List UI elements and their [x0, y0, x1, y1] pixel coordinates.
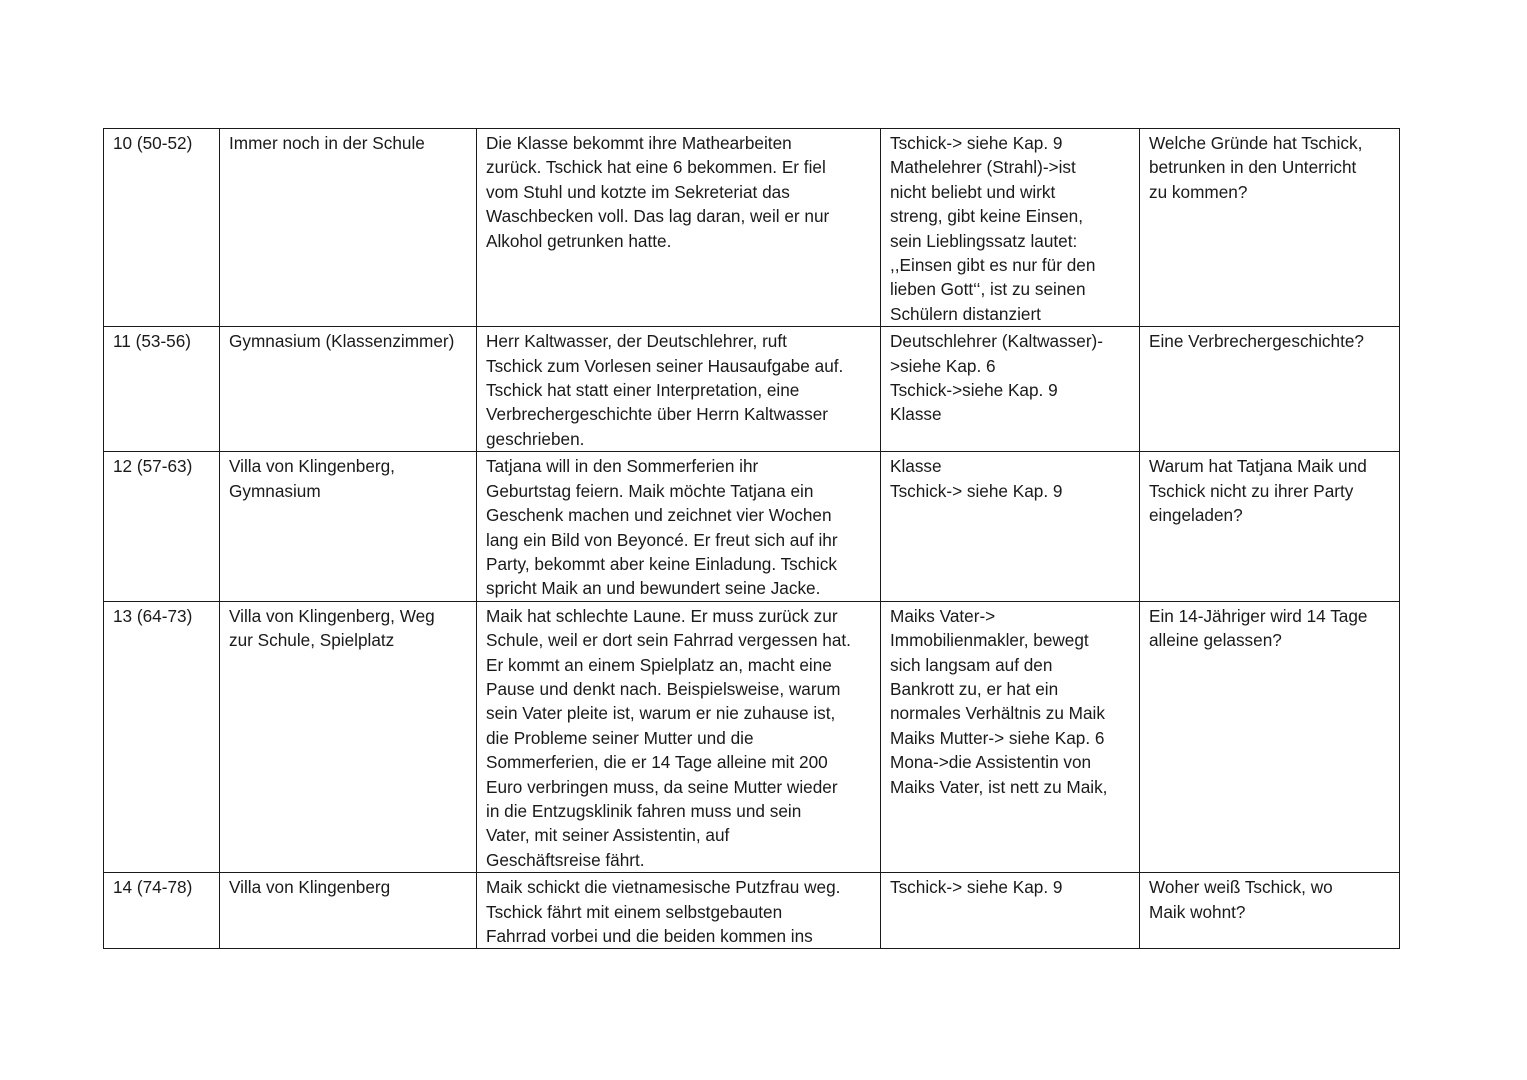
questions-cell: [1140, 452, 1400, 601]
questions-cell: [1140, 327, 1400, 452]
characters-line: Deutschlehrer (Kaltwasser)-: [890, 331, 1103, 352]
content-line: spricht Maik an und bewundert seine Jacke.: [486, 578, 821, 599]
setting-line: Villa von Klingenberg,: [229, 456, 395, 477]
chapter-number: 13 (64-73): [113, 605, 193, 626]
characters-line: Tschick-> siehe Kap. 9: [890, 133, 1063, 153]
content-cell: [477, 327, 881, 452]
chapter-cell: [104, 873, 220, 949]
content-line: Maik hat schlechte Laune. Er muss zurück zur: [486, 605, 838, 626]
characters-line: ,,Einsen gibt es nur für den: [890, 255, 1096, 276]
content-cell: [477, 601, 881, 872]
questions-line: Warum hat Tatjana Maik und: [1149, 456, 1367, 477]
chapter-cell: [104, 452, 220, 601]
questions-line: Woher weiß Tschick, wo: [1149, 877, 1333, 898]
characters-line: streng, gibt keine Einsen,: [890, 206, 1083, 227]
table-row: [104, 327, 1400, 452]
content-cell: [477, 129, 881, 327]
characters-line: Immobilienmakler, bewegt: [890, 630, 1089, 651]
characters-line: Schülern distanziert: [890, 303, 1041, 324]
characters-cell: [881, 601, 1140, 872]
table-row: [104, 129, 1400, 327]
content-line: Tschick hat statt einer Interpretation, eine: [486, 380, 800, 401]
characters-line: lieben Gott‘‘, ist zu seinen: [890, 279, 1086, 300]
content-line: Euro verbringen muss, da seine Mutter wieder: [486, 776, 838, 797]
setting-line: Gymnasium: [229, 480, 321, 501]
characters-line: Klasse: [890, 404, 942, 425]
questions-cell: [1140, 129, 1400, 327]
content-line: Die Klasse bekommt ihre Mathearbeiten: [486, 133, 792, 153]
chapter-cell: [104, 327, 220, 452]
setting-cell: [220, 327, 477, 452]
content-line: Maik schickt die vietnamesische Putzfrau weg.: [486, 877, 841, 898]
content-line: Schule, weil er dort sein Fahrrad vergessen hat.: [486, 630, 851, 651]
questions-line: Ein 14-Jähriger wird 14 Tage: [1149, 605, 1368, 626]
content-line: Vater, mit seiner Assistentin, auf: [486, 825, 730, 846]
characters-cell: [881, 873, 1140, 949]
questions-line: zu kommen?: [1149, 181, 1248, 202]
chapter-number: 14 (74-78): [113, 877, 193, 898]
content-line: zurück. Tschick hat eine 6 bekommen. Er fiel: [486, 157, 826, 178]
setting-cell: [220, 601, 477, 872]
characters-line: Mathelehrer (Strahl)->ist: [890, 157, 1076, 178]
content-line: Geschäftsreise fährt.: [486, 849, 645, 870]
questions-cell: [1140, 873, 1400, 949]
questions-cell: [1140, 601, 1400, 872]
setting-cell: [220, 452, 477, 601]
setting-line: Villa von Klingenberg, Weg: [229, 605, 435, 626]
questions-line: Welche Gründe hat Tschick,: [1149, 133, 1363, 153]
content-line: Waschbecken voll. Das lag daran, weil er nur: [486, 206, 830, 227]
characters-cell: [881, 327, 1140, 452]
content-line: Sommerferien, die er 14 Tage alleine mit 200: [486, 752, 828, 773]
questions-line: betrunken in den Unterricht: [1149, 157, 1357, 178]
content-line: Tatjana will in den Sommerferien ihr: [486, 456, 759, 477]
content-line: Pause und denkt nach. Beispielsweise, warum: [486, 678, 841, 699]
characters-cell: [881, 452, 1140, 601]
setting-line: Gymnasium (Klassenzimmer): [229, 331, 455, 352]
table-row: [104, 452, 1400, 601]
questions-line: Maik wohnt?: [1149, 901, 1246, 922]
content-line: Geschenk machen und zeichnet vier Wochen: [486, 505, 832, 526]
questions-line: Eine Verbrechergeschichte?: [1149, 331, 1364, 352]
content-line: Tschick fährt mit einem selbstgebauten: [486, 901, 783, 922]
setting-line: zur Schule, Spielplatz: [229, 630, 395, 651]
characters-line: Tschick-> siehe Kap. 9: [890, 480, 1063, 501]
characters-line: Tschick->siehe Kap. 9: [890, 380, 1058, 401]
setting-cell: [220, 873, 477, 949]
content-line: vom Stuhl und kotzte im Sekreteriat das: [486, 181, 790, 202]
setting-line: Immer noch in der Schule: [229, 133, 425, 153]
content-line: Party, bekommt aber keine Einladung. Tschick: [486, 553, 837, 574]
chapter-cell: [104, 129, 220, 327]
content-cell: [477, 452, 881, 601]
content-cell: [477, 873, 881, 949]
content-line: Herr Kaltwasser, der Deutschlehrer, ruft: [486, 331, 787, 352]
content-line: die Probleme seiner Mutter und die: [486, 727, 754, 748]
content-line: in die Entzugsklinik fahren muss und sein: [486, 800, 802, 821]
questions-line: alleine gelassen?: [1149, 630, 1282, 651]
characters-line: nicht beliebt und wirkt: [890, 181, 1056, 202]
content-line: Verbrechergeschichte über Herrn Kaltwasser: [486, 404, 829, 425]
characters-line: Tschick-> siehe Kap. 9: [890, 877, 1063, 898]
characters-line: >siehe Kap. 6: [890, 355, 996, 376]
content-line: Tschick zum Vorlesen seiner Hausaufgabe auf.: [486, 355, 844, 376]
questions-line: eingeladen?: [1149, 505, 1243, 526]
questions-line: Tschick nicht zu ihrer Party: [1149, 480, 1354, 501]
content-line: Er kommt an einem Spielplatz an, macht eine: [486, 654, 832, 675]
chapter-number: 10 (50-52): [113, 133, 193, 153]
chapter-number: 11 (53-56): [113, 331, 192, 352]
chapter-number: 12 (57-63): [113, 456, 193, 477]
characters-line: Maiks Vater, ist nett zu Maik,: [890, 776, 1108, 797]
setting-cell: [220, 129, 477, 327]
characters-line: normales Verhältnis zu Maik: [890, 703, 1105, 724]
table-row: [104, 601, 1400, 872]
content-line: Geburtstag feiern. Maik möchte Tatjana ein: [486, 480, 814, 501]
content-line: Fahrrad vorbei und die beiden kommen ins: [486, 926, 813, 946]
table-row: [104, 873, 1400, 949]
characters-line: Klasse: [890, 456, 942, 477]
characters-line: Maiks Mutter-> siehe Kap. 6: [890, 727, 1105, 748]
content-line: geschrieben.: [486, 428, 585, 449]
characters-line: sich langsam auf den: [890, 654, 1053, 675]
characters-cell: [881, 129, 1140, 327]
chapter-cell: [104, 601, 220, 872]
chapter-summary-table: [103, 128, 1400, 949]
characters-line: Mona->die Assistentin von: [890, 752, 1092, 773]
characters-line: sein Lieblingssatz lautet:: [890, 230, 1078, 251]
content-line: Alkohol getrunken hatte.: [486, 230, 672, 251]
setting-line: Villa von Klingenberg: [229, 877, 391, 898]
characters-line: Bankrott zu, er hat ein: [890, 678, 1059, 699]
content-line: lang ein Bild von Beyoncé. Er freut sich auf ihr: [486, 529, 838, 550]
content-line: sein Vater pleite ist, warum er nie zuhause ist,: [486, 703, 836, 724]
characters-line: Maiks Vater->: [890, 605, 996, 626]
